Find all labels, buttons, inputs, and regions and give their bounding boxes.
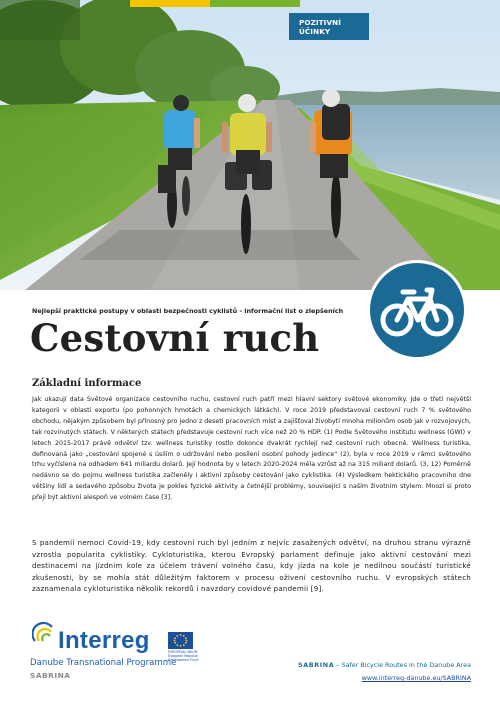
page-subtitle: Nejlepší praktické postupy v oblasti bezpečnosti cyklistů - informační list o zlepšeních	[32, 307, 344, 315]
paragraph-covid: S pandemií nemoci Covid-19, kdy cestovní ruch byl jedním z nejvíc zasažených odvětví, na druhou stranu výrazně vzrostla popularita cyklistiky. Cykloturistika, kterou Evropský parlament definuje jako aktivní cestování mezi destinacemi na jízdním kole za účelem trávení volného času, kdy jízda na kole je nedílnou součástí turistické zkušenosti, by se mohla stát důležitým faktorem v procesu oživení cestovního ruchu. V evropských státech zaznamenala cykloturistika několik rekordů i navzdory covidové pandemii [9].	[32, 538, 471, 594]
cyclists-photo	[0, 0, 500, 290]
eu-caption-line1: EUROPEAN UNION	[168, 650, 198, 654]
bicycle-icon	[370, 263, 464, 357]
interreg-wordmark: Interreg	[58, 627, 150, 654]
footer	[298, 661, 471, 682]
project-name-logo: SABRINA	[30, 671, 71, 680]
cover-photo	[0, 0, 500, 290]
category-tag	[289, 13, 369, 40]
programme-name: Danube Transnational Programme	[30, 658, 177, 668]
category-tag-line1: POZITIVNÍ	[299, 18, 341, 27]
top-accent-bars	[130, 0, 300, 7]
interreg-logo	[30, 618, 230, 688]
green-accent-bar	[210, 0, 300, 7]
footer-project-name: SABRINA	[298, 661, 335, 669]
bicycle-badge	[367, 260, 467, 360]
yellow-accent-bar	[130, 0, 210, 7]
interreg-arc-icon	[32, 621, 58, 647]
page-title: Cestovní ruch	[30, 316, 320, 360]
eu-caption-line2: European Regional Development Fund	[168, 654, 199, 662]
project-website-link[interactable]: www.interreg-danube.eu/SABRINA	[361, 674, 471, 682]
category-tag-line2: ÚČINKY	[299, 27, 331, 36]
footer-project-desc: – Safer Bicycle Routes in the Danube Area	[334, 661, 471, 669]
paragraph-basic-info: Jak ukazují data Světové organizace cestovního ruchu, cestovní ruch patří mezi hlavní sektory světové ekonomiky. Jde o třetí největší kategorii v oblasti exportu (po pohonných hmotách a chemických látkách). V roce 2019 představoval cestovní ruch 7 % světového obchodu, nějakým způsobem byl přínosný pro jedno z deseti pracovních míst a zajišťoval živobytí mnoha milionům osob jak v rozvojových, tak rozvinutých státech. V některých státech představuje cestovní ruch více než 20 % HDP. (1) Podle Světového institutu wellness (GWI) v letech 2015-2017 právě odvětví tzv. wellness turistiky rostlo dokonce dvakrát rychlejí než cestovní ruch obecně. Wellness turistika, definovaná jako „cestování spojené s úsilím o udržování nebo posílení osobní pohody jedince“ (2), byla v roce 2019 v rámci světového trhu vyčíslena na odhadem 641 miliardu dolarů. Její hodnota by v letech 2020-2024 měla vzrůst až na 315 miliard dolarů. (3, 12) Poměrně nedávno se do pojmu wellness turistika začleněly i aktivní způsoby cestování jako cyklistika. (4) Výsledkem hektického pracovního dne většiny lidí a sedavého způsobu života je pokles fyzické aktivity a četnější problémy, související s naším životním stylem. Mnozí si proto přejí být aktivní alespoň ve volném čase [3].	[32, 396, 471, 502]
eu-flag-icon	[168, 632, 193, 649]
footer-project	[298, 661, 471, 669]
section-heading: Základní informace	[32, 378, 142, 389]
